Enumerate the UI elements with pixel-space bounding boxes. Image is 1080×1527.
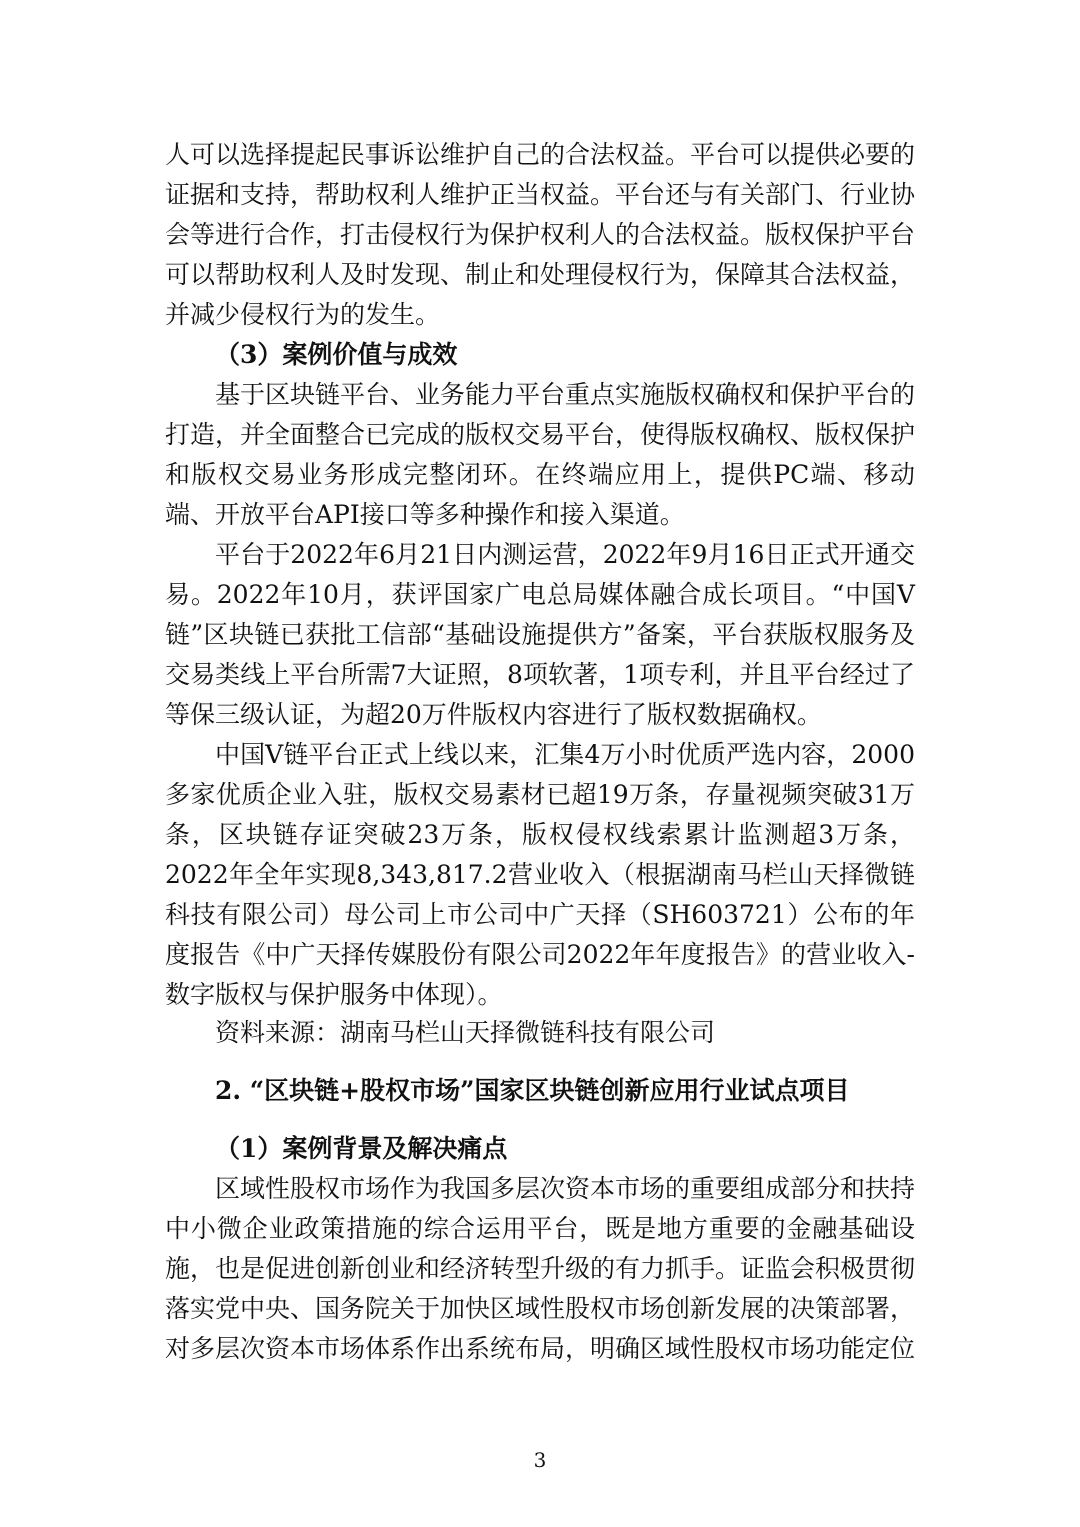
paragraph-regional-equity: 区域性股权市场作为我国多层次资本市场的重要组成部分和扶持中小微企业政策措施的综合运用平台，既是地方重要的金融基础设施，也是促进创新创业和经济转型升级的有力抓手。证监会积极贯彻落实党中央、国务院关于加快区域性股权市场创新发展的决策部署，对多层次资本市场体系作出系统布局，明确区域性股权市场功能定位 <box>165 1174 916 1363</box>
paragraph-continuation: 人可以选择提起民事诉讼维护自己的合法权益。平台可以提供必要的证据和支持，帮助权利人维护正当权益。平台还与有关部门、行业协会等进行合作，打击侵权行为保护权利人的合法权益。版权保护平台可以帮助权利人及时发现、制止和处理侵权行为，保障其合法权益，并减少侵权行为的发生。 <box>165 140 916 329</box>
paragraph-platform-results: 中国V链平台正式上线以来，汇集4万小时优质严选内容，2000多家优质企业入驻，版权交易素材已超19万条，存量视频突破31万条，区块链存证突破23万条，版权侵权线索累计监测超3万条，2022年全年实现8,343,817.2营业收入（根据湖南马栏山天择微链科技有限公司）母公司上市公司中广天择（SH603721）公布的年度报告《中广天择传媒股份有限公司2022年年度报告》的营业收入-数字版权与保护服务中体现）。 <box>165 740 915 1009</box>
source-note: 资料来源：湖南马栏山天择微链科技有限公司 <box>215 1018 716 1047</box>
section-heading-case-background: （1）案例背景及解决痛点 <box>215 1134 508 1163</box>
paragraph-platform-launch: 平台于2022年6月21日内测运营，2022年9月16日正式开通交易。2022年10月，获评国家广电总局媒体融合成长项目。“中国V链”区块链已获批工信部“基础设施提供方”备案，平台获版权服务及交易类线上平台所需7大证照，8项软著，1项专利，并且平台经过了等保三级认证，为超20万件版权内容进行了版权数据确权。 <box>165 540 915 729</box>
section-heading-equity-market: 2. “区块链+股权市场”国家区块链创新应用行业试点项目 <box>215 1076 850 1105</box>
paragraph-platform-build: 基于区块链平台、业务能力平台重点实施版权确权和保护平台的打造，并全面整合已完成的版权交易平台，使得版权确权、版权保护和版权交易业务形成完整闭环。在终端应用上，提供PC端、移动端、开放平台API接口等多种操作和接入渠道。 <box>165 380 916 529</box>
page-number: 3 <box>533 1448 547 1472</box>
section-heading-case-value: （3）案例价值与成效 <box>215 340 458 369</box>
